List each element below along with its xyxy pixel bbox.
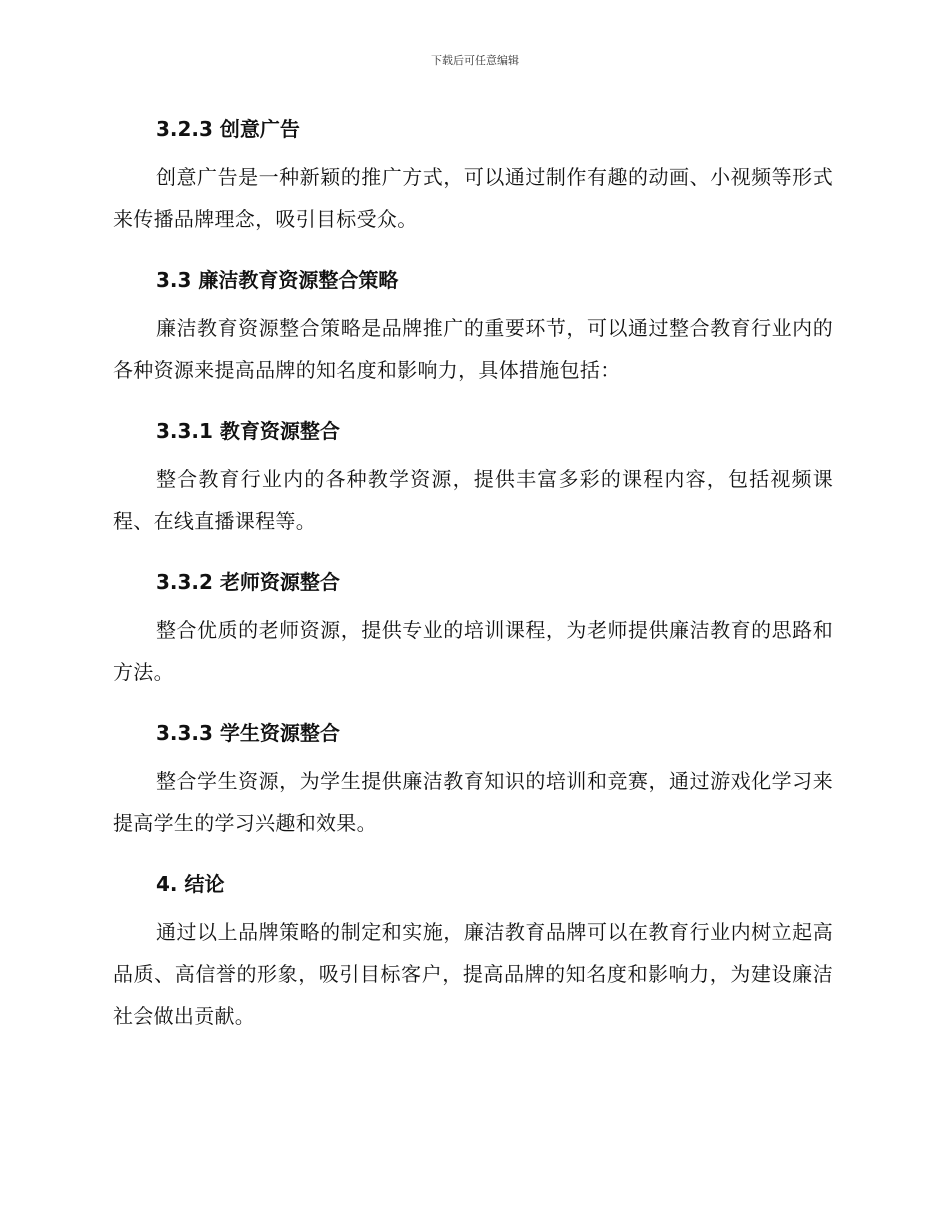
section-paragraph-3-2-3: 创意广告是一种新颖的推广方式，可以通过制作有趣的动画、小视频等形式来传播品牌理念，吸引目标受众。 [113,165,833,231]
section-paragraph-3-3: 廉洁教育资源整合策略是品牌推广的重要环节，可以通过整合教育行业内的各种资源来提高品牌的知名度和影响力，具体措施包括： [113,316,833,382]
section-paragraph-4: 通过以上品牌策略的制定和实施，廉洁教育品牌可以在教育行业内树立起高品质、高信誉的形象，吸引目标客户，提高品牌的知名度和影响力，为建设廉洁社会做出贡献。 [113,920,833,1028]
page-header: 下载后可任意编辑 [431,54,519,67]
section-heading-4: 4. 结论 [156,872,225,896]
section-paragraph-3-3-2: 整合优质的老师资源，提供专业的培训课程，为老师提供廉洁教育的思路和方法。 [113,618,833,684]
section-paragraph-3-3-1: 整合教育行业内的各种教学资源，提供丰富多彩的课程内容，包括视频课程、在线直播课程等。 [113,467,833,533]
section-heading-3-3-1: 3.3.1 教育资源整合 [156,419,340,443]
section-heading-3-3-3: 3.3.3 学生资源整合 [156,721,340,745]
section-heading-3-3: 3.3 廉洁教育资源整合策略 [156,268,399,292]
section-heading-3-3-2: 3.3.2 老师资源整合 [156,570,340,594]
document-body [113,112,833,1037]
section-paragraph-3-3-3: 整合学生资源，为学生提供廉洁教育知识的培训和竞赛，通过游戏化学习来提高学生的学习兴趣和效果。 [113,769,833,835]
section-heading-3-2-3: 3.2.3 创意广告 [156,117,300,141]
